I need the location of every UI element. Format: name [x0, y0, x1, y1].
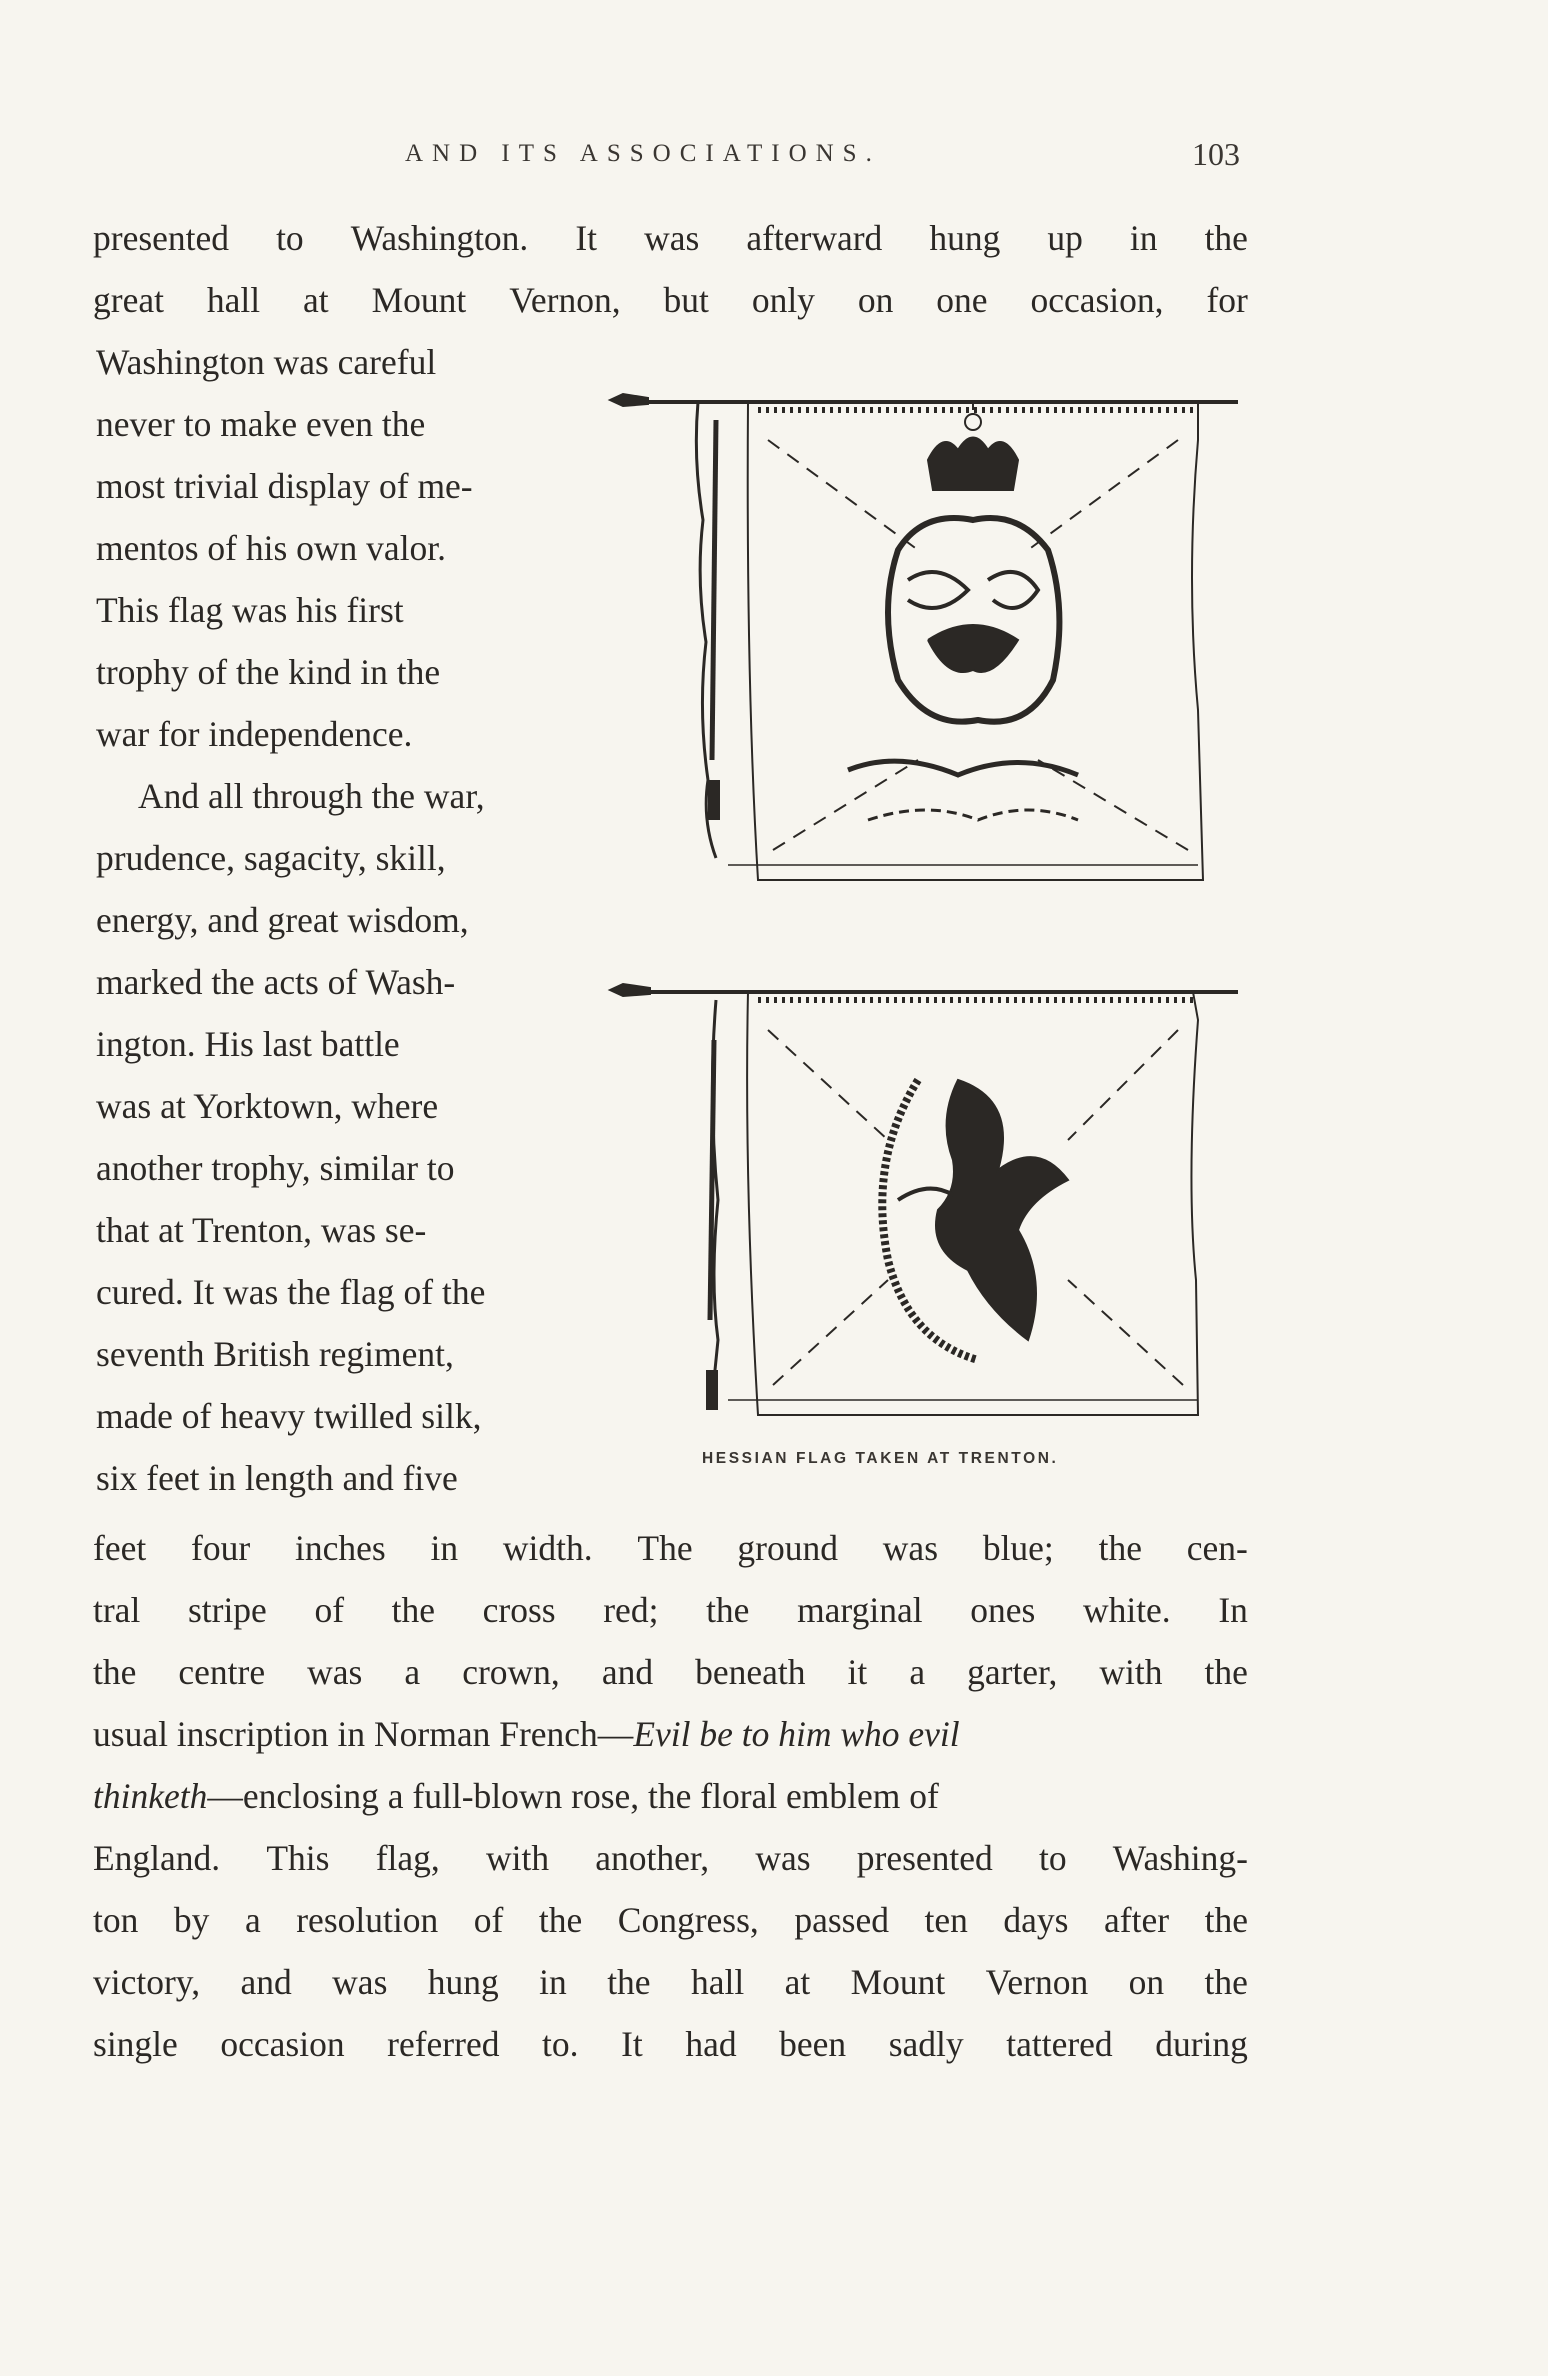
- text-line: This flag was his first: [96, 590, 404, 630]
- word: It: [575, 218, 598, 258]
- word: cross: [482, 1590, 556, 1630]
- word: red;: [603, 1590, 659, 1630]
- word: the: [391, 1590, 436, 1630]
- word: stripe: [187, 1590, 267, 1630]
- word: presented: [856, 1838, 993, 1878]
- hessian-flags-illustration: [598, 380, 1248, 1450]
- motto-italic: thinketh: [93, 1776, 208, 1816]
- word: Washington.: [350, 218, 529, 258]
- running-head: AND ITS ASSOCIATIONS.: [405, 140, 881, 167]
- word: single: [93, 2024, 178, 2064]
- word: in: [1129, 218, 1158, 258]
- text-line: [93, 1900, 1248, 1940]
- text-line: war for independence.: [96, 714, 413, 754]
- word: afterward: [746, 218, 883, 258]
- text-line: another trophy, similar to: [96, 1148, 455, 1188]
- text-line: [93, 1838, 1248, 1878]
- word: only: [751, 280, 815, 320]
- text-line: [93, 1962, 1248, 2002]
- text-line: cured. It was the flag of the: [96, 1272, 486, 1312]
- word: ground: [737, 1528, 838, 1568]
- word: days: [1003, 1900, 1069, 1940]
- word: England.: [93, 1838, 221, 1878]
- word: ton: [93, 1900, 139, 1940]
- word: In: [1218, 1590, 1248, 1630]
- text-line: [93, 1590, 1248, 1630]
- word: by: [173, 1900, 210, 1940]
- word: Washing-: [1112, 1838, 1248, 1878]
- text-line: And all through the war,: [138, 776, 485, 816]
- word: but: [663, 280, 709, 320]
- word: occasion,: [1030, 280, 1164, 320]
- word: it: [847, 1652, 868, 1692]
- word: flag,: [375, 1838, 440, 1878]
- word: four: [191, 1528, 251, 1568]
- word: and: [601, 1652, 654, 1692]
- word: one: [936, 280, 988, 320]
- word: on: [1128, 1962, 1165, 2002]
- word: Congress,: [617, 1900, 759, 1940]
- word: with: [1099, 1652, 1163, 1692]
- word: cen-: [1186, 1528, 1248, 1568]
- word: width.: [502, 1528, 593, 1568]
- word: in: [430, 1528, 459, 1568]
- word: tral: [93, 1590, 141, 1630]
- text-line: [93, 280, 1248, 320]
- text-line: mentos of his own valor.: [96, 528, 447, 568]
- upper-flag: [610, 394, 1238, 880]
- word: was: [307, 1652, 363, 1692]
- text-line: trophy of the kind in the: [96, 652, 441, 692]
- text-line: most trivial display of me-: [96, 466, 473, 506]
- word: the: [706, 1590, 750, 1630]
- word: Vernon,: [509, 280, 621, 320]
- flag-engraving: [598, 380, 1248, 1450]
- text-line: never to make even the: [96, 404, 426, 444]
- word: at: [784, 1962, 811, 2002]
- text-line: seventh British regiment,: [96, 1334, 454, 1374]
- word: ones: [970, 1590, 1036, 1630]
- word: hung: [427, 1962, 499, 2002]
- word: for: [1206, 280, 1248, 320]
- word: This: [266, 1838, 330, 1878]
- text-line: made of heavy twilled silk,: [96, 1396, 482, 1436]
- word: tattered: [1006, 2024, 1113, 2064]
- word: on: [857, 280, 894, 320]
- lower-flag: [610, 984, 1238, 1415]
- word: marginal: [797, 1590, 923, 1630]
- word: had: [685, 2024, 737, 2064]
- word: the: [607, 1962, 651, 2002]
- text-line: [93, 1714, 1248, 1754]
- word: sadly: [888, 2024, 964, 2064]
- word: hall: [206, 280, 261, 320]
- word: referred: [387, 2024, 500, 2064]
- word: after: [1104, 1900, 1170, 1940]
- word: victory,: [93, 1962, 201, 2002]
- word: crown,: [462, 1652, 560, 1692]
- word: It: [621, 2024, 643, 2064]
- word: to.: [542, 2024, 579, 2064]
- word: beneath: [695, 1652, 806, 1692]
- word: up: [1047, 218, 1083, 258]
- text-line: ington. His last battle: [96, 1024, 400, 1064]
- text-line: [93, 218, 1248, 258]
- word: to: [1038, 1838, 1067, 1878]
- motto-italic: Evil be to him who evil: [633, 1714, 960, 1754]
- text-line: [93, 1776, 1248, 1816]
- text-line: six feet in length and five: [96, 1458, 458, 1498]
- word: during: [1155, 2024, 1248, 2064]
- word: the: [538, 1900, 583, 1940]
- text-line: [93, 1528, 1248, 1568]
- word: was: [332, 1962, 388, 2002]
- word: Mount: [371, 280, 467, 320]
- text-fragment: usual inscription in Norman French—: [93, 1714, 634, 1754]
- word: resolution: [296, 1900, 439, 1940]
- text-line: was at Yorktown, where: [96, 1086, 439, 1126]
- text-line: prudence, sagacity, skill,: [96, 838, 446, 878]
- word: a: [244, 1900, 261, 1940]
- word: occasion: [220, 2024, 345, 2064]
- word: another,: [595, 1838, 710, 1878]
- page-number: 103: [1192, 136, 1240, 172]
- word: white.: [1082, 1590, 1171, 1630]
- word: passed: [794, 1900, 889, 1940]
- word: a: [404, 1652, 421, 1692]
- word: been: [779, 2024, 847, 2064]
- word: feet: [93, 1528, 147, 1568]
- text-line: [93, 2024, 1248, 2064]
- word: hall: [690, 1962, 745, 2002]
- word: the: [1204, 218, 1248, 258]
- word: Vernon: [985, 1962, 1089, 2002]
- word: garter,: [967, 1652, 1058, 1692]
- word: the: [93, 1652, 137, 1692]
- text-line: that at Trenton, was se-: [96, 1210, 427, 1250]
- word: was: [644, 218, 700, 258]
- word: presented: [93, 218, 230, 258]
- word: hung: [929, 218, 1001, 258]
- word: ten: [924, 1900, 968, 1940]
- word: a: [909, 1652, 926, 1692]
- word: was: [755, 1838, 811, 1878]
- text-line: marked the acts of Wash-: [96, 962, 456, 1002]
- text-fragment: —enclosing a full-blown rose, the floral emblem of: [207, 1776, 939, 1816]
- word: in: [539, 1962, 567, 2002]
- word: the: [1204, 1652, 1248, 1692]
- word: was: [882, 1528, 939, 1568]
- word: at: [303, 280, 329, 320]
- word: great: [93, 280, 164, 320]
- word: the: [1098, 1528, 1142, 1568]
- word: the: [1204, 1962, 1248, 2002]
- word: with: [485, 1838, 550, 1878]
- word: inches: [294, 1528, 386, 1568]
- figure-caption: HESSIAN FLAG TAKEN AT TRENTON.: [702, 1450, 1059, 1467]
- word: The: [637, 1528, 693, 1568]
- word: Mount: [850, 1962, 946, 2002]
- text-line: Washington was careful: [96, 342, 437, 382]
- word: the: [1204, 1900, 1248, 1940]
- word: centre: [178, 1652, 266, 1692]
- text-line: energy, and great wisdom,: [96, 900, 469, 940]
- word: and: [240, 1962, 292, 2002]
- word: of: [473, 1900, 504, 1940]
- word: of: [314, 1590, 345, 1630]
- text-line: [93, 1652, 1248, 1692]
- page-header: [0, 136, 1548, 180]
- word: to: [276, 218, 304, 258]
- word: blue;: [982, 1528, 1054, 1568]
